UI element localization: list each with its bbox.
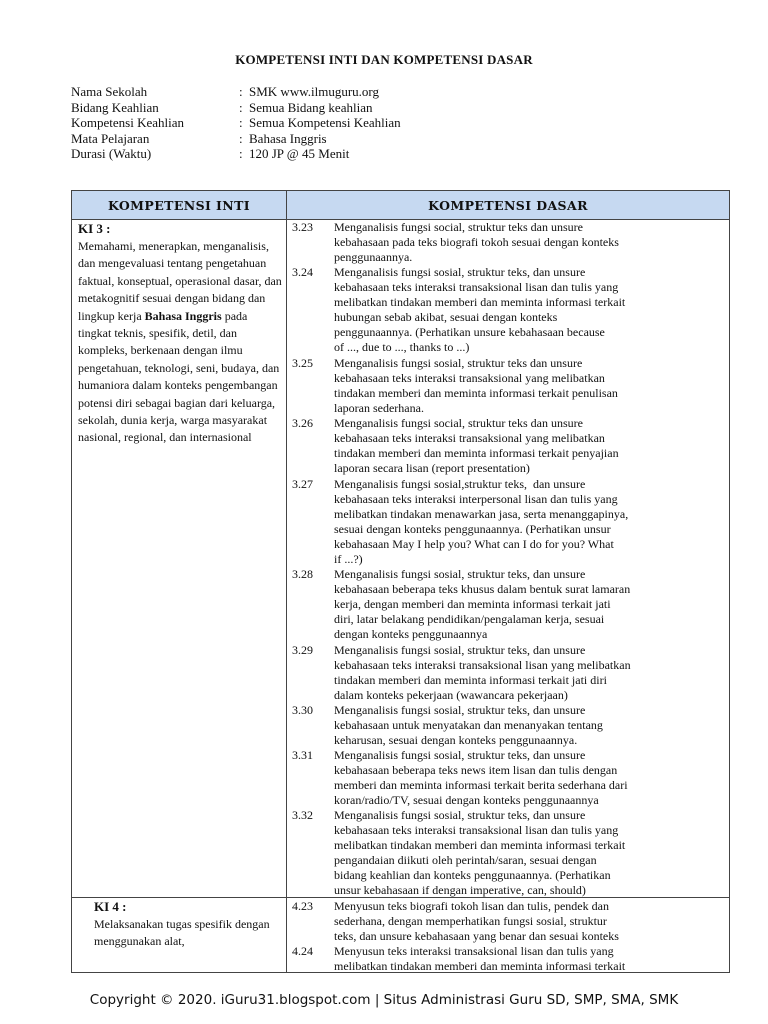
info-row-subject xyxy=(71,131,401,147)
kd-number: 3.26 xyxy=(292,416,313,430)
kd-number: 3.31 xyxy=(292,748,313,762)
kd-number: 3.32 xyxy=(292,808,313,822)
kd-text: Menganalisis fungsi sosial, struktur teks, dan unsure kebahasaan untuk menyatakan dan menanyakan tentang keharusan, sesuai dengan konteks penggunaannya. xyxy=(334,703,603,748)
page-footer: Copyright © 2020. iGuru31.blogspot.com | Situs Administrasi Guru SD, SMP, SMA, SMK xyxy=(89,992,679,1008)
table-header xyxy=(72,191,729,220)
info-value: 120 JP @ 45 Menit xyxy=(249,146,350,161)
kd-text: Menganalisis fungsi sosial, struktur teks, dan unsure kebahasaan teks interaksi transaksional lisan dan tulis yang melibatkan tindakan memberi dan meminta informasi terkait pengandaian diikuti oleh perintah/saran, sesuai dengan bidang keahlian dan konteks penggunaannya. (Perhatikan unsur kebahasaan if dengan imperative, can, should) xyxy=(334,808,626,898)
ki3-text-after: pada tingkat teknis, spesifik, detil, dan kompleks, berkenaan dengan ilmu pengetahuan, teknologi, seni, budaya, dan humaniora dalam konteks pengembangan potensi diri sebagai bagian dari keluarga, sekolah, dunia kerja, warga masyarakat nasional, regional, dan internasional xyxy=(78,308,280,445)
ki3-cell xyxy=(78,221,282,447)
kd-text: Menyusun teks interaksi transaksional lisan dan tulis yang melibatkan tindakan memberi dan meminta informasi terkait xyxy=(334,944,626,974)
header-kompetensi-dasar: KOMPETENSI DASAR xyxy=(428,198,588,213)
info-value: Semua Kompetensi Keahlian xyxy=(249,115,401,130)
kd-number: 4.24 xyxy=(292,944,313,958)
kd-text: Menganalisis fungsi sosial, struktur teks, dan unsure kebahasaan beberapa teks khusus dalam bentuk surat lamaran kerja, dengan memberi dan meminta informasi terkait jati diri, latar belakang pendidikan/pengalaman kerja, sesuai dengan konteks penggunaannya xyxy=(334,567,631,642)
kd-number: 3.30 xyxy=(292,703,313,717)
info-label: Nama Sekolah xyxy=(71,84,148,99)
info-separator: : xyxy=(239,115,243,130)
kd-text: Menganalisis fungsi sosial, struktur teks dan unsure kebahasaan teks interaksi transaksional yang melibatkan tindakan memberi dan meminta informasi terkait penulisan laporan sederhana. xyxy=(334,356,618,416)
ki4-description: Melaksanakan tugas spesifik dengan menggunakan alat, xyxy=(94,917,270,949)
info-row-school-name xyxy=(71,84,401,100)
kd-text: Menganalisis fungsi sosial,struktur teks, dan unsure kebahasaan teks interaksi interpersonal lisan dan tulis yang melibatkan tindakan menawarkan jasa, serta menanggapinya, sesuai dengan konteks penggunaannya. (Perhatikan unsur kebahasaan May I help you? What can I do for you? What if ...?) xyxy=(334,477,629,567)
ki3-subject-bold: Bahasa Inggris xyxy=(144,308,222,323)
info-value: Semua Bidang keahlian xyxy=(249,99,373,115)
document-title: KOMPETENSI INTI DAN KOMPETENSI DASAR xyxy=(235,52,533,67)
info-label: Durasi (Waktu) xyxy=(71,146,152,161)
kd-text: Menganalisis fungsi sosial, struktur teks, dan unsure kebahasaan teks interaksi transaksional lisan yang melibatkan tindakan memberi dan meminta informasi terkait jati diri dalam konteks pekerjaan (wawancara pekerjaan) xyxy=(334,643,631,703)
column-divider xyxy=(286,191,287,972)
info-row-competency xyxy=(71,115,401,131)
kd-number: 4.23 xyxy=(292,899,313,913)
header-kompetensi-inti: KOMPETENSI INTI xyxy=(107,198,251,213)
info-row-field xyxy=(71,100,401,116)
kd-text: Menganalisis fungsi social, struktur teks dan unsure kebahasaan teks interaksi transaksional yang melibatkan tindakan memberi dan meminta informasi terkait penyajian laporan secara lisan (report presentation) xyxy=(334,416,619,476)
info-separator: : xyxy=(239,99,243,115)
kd-number: 3.27 xyxy=(292,477,313,491)
info-label: Kompetensi Keahlian xyxy=(71,115,184,130)
ki3-description xyxy=(78,238,282,447)
kd-number: 3.25 xyxy=(292,356,313,370)
ki4-cell xyxy=(94,899,284,951)
info-separator: : xyxy=(239,146,243,161)
kd-text: Menyusun teks biografi tokoh lisan dan tulis, pendek dan sederhana, dengan memperhatikan fungsi sosial, struktur teks, dan unsure kebahasaan yang benar dan sesuai konteks xyxy=(334,899,619,944)
kd-text: Menganalisis fungsi sosial, struktur teks, dan unsure kebahasaan teks interaksi transaksional lisan dan tulis yang melibatkan tindakan memberi dan meminta informasi terkait hubungan sebab akibat, sesuai dengan konteks penggunaannya. (Perhatikan unsure kebahasaan because of ..., due to ..., thanks to ...) xyxy=(334,265,626,355)
ki3-text-before: Memahami, menerapkan, menganalisis, dan mengevaluasi tentang pengetahuan faktual, konseptual, operasional dasar, dan metakognitif sesuai dengan bidang dan lingkup kerja xyxy=(78,239,282,323)
competency-table xyxy=(71,190,730,973)
ki4-heading: KI 4 : xyxy=(94,899,127,914)
info-value: SMK www.ilmuguru.org xyxy=(249,84,380,99)
info-value: Bahasa Inggris xyxy=(249,130,327,146)
kd-number: 3.24 xyxy=(292,265,313,279)
kd-text: Menganalisis fungsi social, struktur teks dan unsure kebahasaan pada teks biografi tokoh sesuai dengan konteks penggunaannya. xyxy=(334,220,619,265)
school-info xyxy=(71,84,401,162)
info-row-duration xyxy=(71,146,401,162)
kd-text: Menganalisis fungsi sosial, struktur teks, dan unsure kebahasaan beberapa teks news item lisan dan tulis dengan memberi dan meminta informasi terkait berita sederhana dari koran/radio/TV, sesuai dengan konteks penggunaannya xyxy=(334,748,628,808)
info-label: Bidang Keahlian xyxy=(71,99,159,115)
info-separator: : xyxy=(239,84,243,99)
kd-number: 3.23 xyxy=(292,220,313,234)
info-label: Mata Pelajaran xyxy=(71,130,150,146)
kd-number: 3.29 xyxy=(292,643,313,657)
info-separator: : xyxy=(239,130,243,146)
ki3-heading: KI 3 : xyxy=(78,221,111,236)
kd-number: 3.28 xyxy=(292,567,313,581)
